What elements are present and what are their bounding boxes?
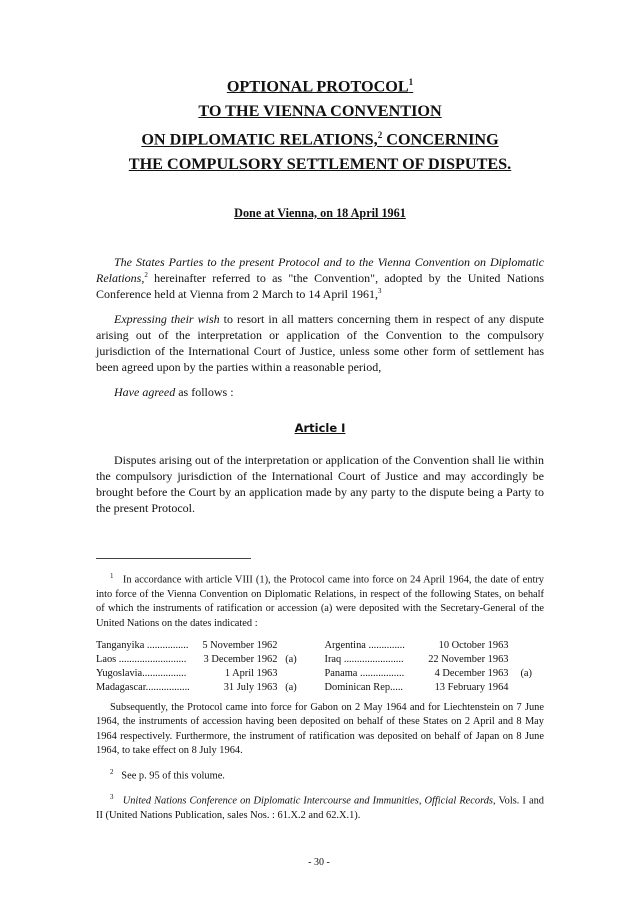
accession-mark: [277, 667, 304, 681]
document-title: [96, 70, 544, 177]
accession-mark: [508, 653, 544, 667]
state-name: Argentina ..............: [324, 639, 405, 651]
state-name: Madagascar.................: [96, 681, 190, 693]
footnote-ref-2: 2: [377, 130, 383, 141]
deposit-date: 31 July 1963: [223, 681, 278, 693]
document-page: [96, 70, 544, 824]
deposit-date: 10 October 1963: [438, 639, 509, 651]
state-name: Panama .................: [324, 667, 405, 679]
accession-mark: [508, 681, 544, 695]
accession-mark: [277, 639, 304, 653]
preamble-paragraph-2: Expressing their wish to resort in all matters concerning them in respect of any dispute arising out of the interpretation or application of the Convention to the compulsory jurisdiction of the International Court of Justice, unless some other form of settlement has been agreed upon by the parties within a reasonable period,: [96, 311, 545, 374]
deposit-date: 4 December 1963: [434, 667, 509, 679]
article-text: Disputes arising out of the interpretation or application of the Convention shall lie within the compulsory jurisdiction of the International Court of Justice and may accordingly be brought before the Court by an application made by any party to the dispute being a Party to the present Protocol.: [96, 452, 544, 515]
accession-mark: (a): [520, 667, 532, 679]
deposit-date: 5 November 1962: [202, 639, 278, 651]
footnote-3: $^3$ United Nations Conference on Diplomatic Intercourse and Immunities, Official Records, Vols. I and II (United Nations Publication, sales Nos. : 61.X.2 and 62.X.1).: [96, 793, 544, 822]
accession-mark: (a): [285, 681, 297, 693]
footnote-ref-1: 1: [408, 77, 414, 87]
state-row: [96, 681, 544, 695]
state-name: Laos ..........................: [96, 653, 187, 665]
accession-mark: (a): [285, 653, 297, 665]
preamble-paragraph-1: The States Parties to the present Protocol and to the Vienna Convention on Diplomatic Relations,$^2$ hereinafter referred to as "the Convention", adopted by the United Nations Conference held at Vienna from 2 March to 14 April 1961,$^3$: [96, 254, 544, 301]
deposit-date: 3 December 1962: [203, 653, 278, 665]
title-line-1: OPTIONAL PROTOCOL$^1$: [226, 77, 414, 96]
footnote-divider: [96, 558, 251, 559]
states-table: [96, 639, 544, 695]
deposit-date: 1 April 1963: [224, 667, 278, 679]
state-name: Dominican Rep.....: [324, 681, 404, 693]
state-name: Yugoslavia.................: [96, 667, 187, 679]
state-row: [96, 667, 544, 681]
state-name: Tanganyika ................: [96, 639, 189, 651]
accession-mark: [508, 639, 544, 653]
page-number: - 30 -: [308, 857, 330, 868]
state-row: [96, 653, 544, 667]
title-line-2: TO THE VIENNA CONVENTION: [198, 101, 442, 120]
article-heading: Article I: [294, 420, 346, 435]
state-row: [96, 639, 544, 653]
deposit-date: 13 February 1964: [434, 681, 509, 693]
state-name: Iraq .......................: [324, 653, 404, 665]
footnote-1-continuation: Subsequently, the Protocol came into force for Gabon on 2 May 1964 and for Liechtenstein on 7 June 1964, the instruments of accession having been deposited on behalf of these States on 2 April and 8 May 1964 respectively. Furthermore, the instrument of ratification was deposited on behalf of Japan on 8 June 1964, to take effect on 8 July 1964.: [96, 701, 544, 757]
title-line-4: THE COMPULSORY SETTLEMENT OF DISPUTES.: [128, 155, 512, 174]
footnote-2: $^2$ See p. 95 of this volume.: [110, 768, 225, 782]
footnote-1: $^1$ In accordance with article VIII (1), the Protocol came into force on 24 April 1964, the date of entry into force of the Vienna Convention on Diplomatic Relations, in respect of the following States, on behalf of which the instruments of ratification or accession (a) were deposited with the Secretary-General of the United Nations on the dates indicated :: [96, 571, 545, 630]
deposit-date: 22 November 1963: [428, 653, 509, 665]
preamble-paragraph-3: Have agreed as follows :: [114, 384, 234, 399]
done-at-line: Done at Vienna, on 18 April 1961: [234, 205, 406, 220]
title-line-3: ON DIPLOMATIC RELATIONS,$^2$ CONCERNING: [141, 130, 499, 149]
